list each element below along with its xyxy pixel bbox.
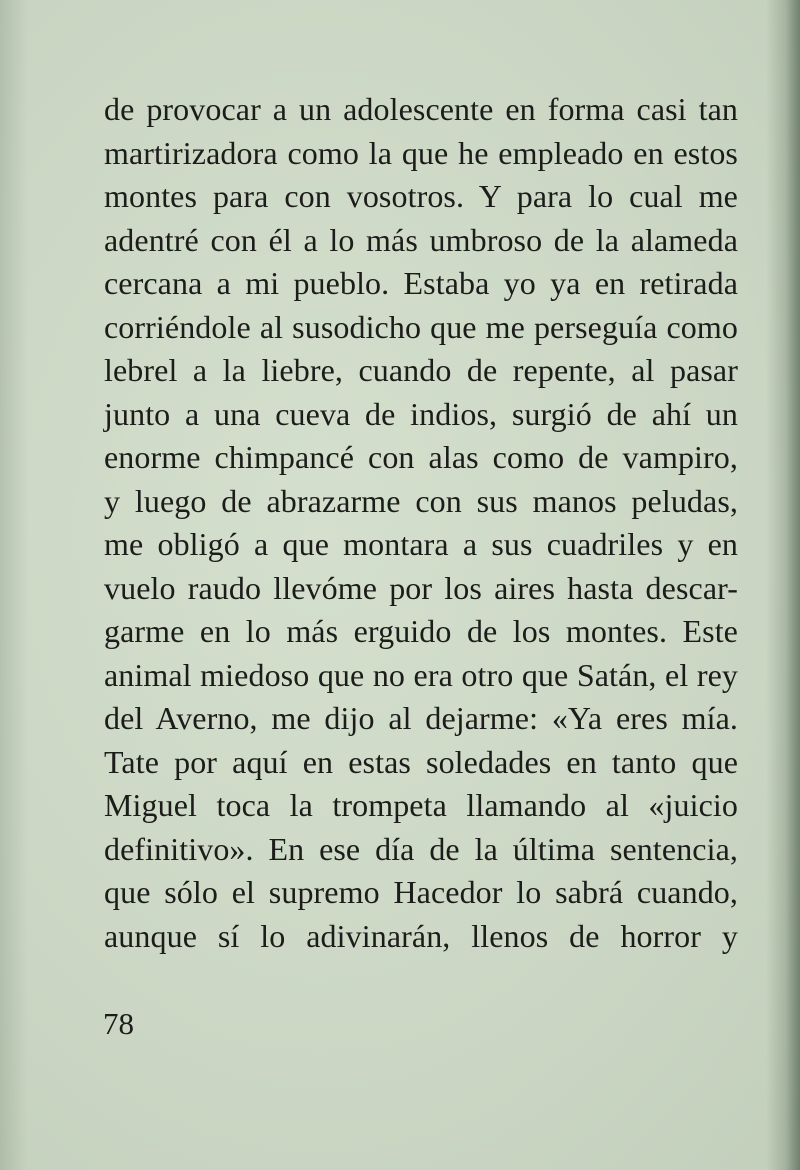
text-line-2: martirizadora como la que he empleado en estos: [104, 134, 738, 171]
page-number: 78: [103, 1006, 134, 1041]
text-line-11: me obligó a que montara a sus cuadriles y en: [104, 526, 738, 562]
text-line-18: definitivo». En ese día de la última sentencia,: [104, 830, 738, 867]
text-line-4: adentré con él a lo más umbroso de la alameda: [104, 221, 738, 258]
text-line-16: Tate por aquí en estas soledades en tanto que: [104, 743, 738, 780]
text-line-3: montes para con vosotros. Y para lo cual me: [104, 178, 738, 214]
text-line-15: del Averno, me dijo al dejarme: «Ya eres mía.: [104, 700, 738, 736]
text-line-1: de provocar a un adolescente en forma casi tan: [104, 91, 738, 127]
text-line-5: cercana a mi pueblo. Estaba yo ya en retirada: [104, 265, 738, 301]
text-line-13: garme en lo más erguido de los montes. Este: [104, 613, 738, 649]
text-line-10: y luego de abrazarme con sus manos peludas,: [104, 482, 738, 519]
body-text: [104, 88, 738, 958]
text-line-17: Miguel toca la trompeta llamando al «juicio: [104, 787, 738, 823]
text-line-19: que sólo el supremo Hacedor lo sabrá cuando,: [104, 874, 738, 910]
text-line-8: junto a una cueva de indios, surgió de ahí un: [104, 395, 738, 432]
text-line-14: animal miedoso que no era otro que Satán, el rey: [104, 656, 738, 693]
text-line-9: enorme chimpancé con alas como de vampiro,: [104, 439, 738, 475]
text-line-6: corriéndole al susodicho que me perseguía como: [104, 308, 738, 345]
text-line-7: lebrel a la liebre, cuando de repente, al pasar: [104, 352, 738, 388]
text-line-20: aunque sí lo adivinarán, llenos de horror y: [104, 917, 738, 954]
text-line-12: vuelo raudo llevóme por los aires hasta descar-: [104, 569, 738, 606]
page-edge-shadow: [786, 0, 800, 1170]
